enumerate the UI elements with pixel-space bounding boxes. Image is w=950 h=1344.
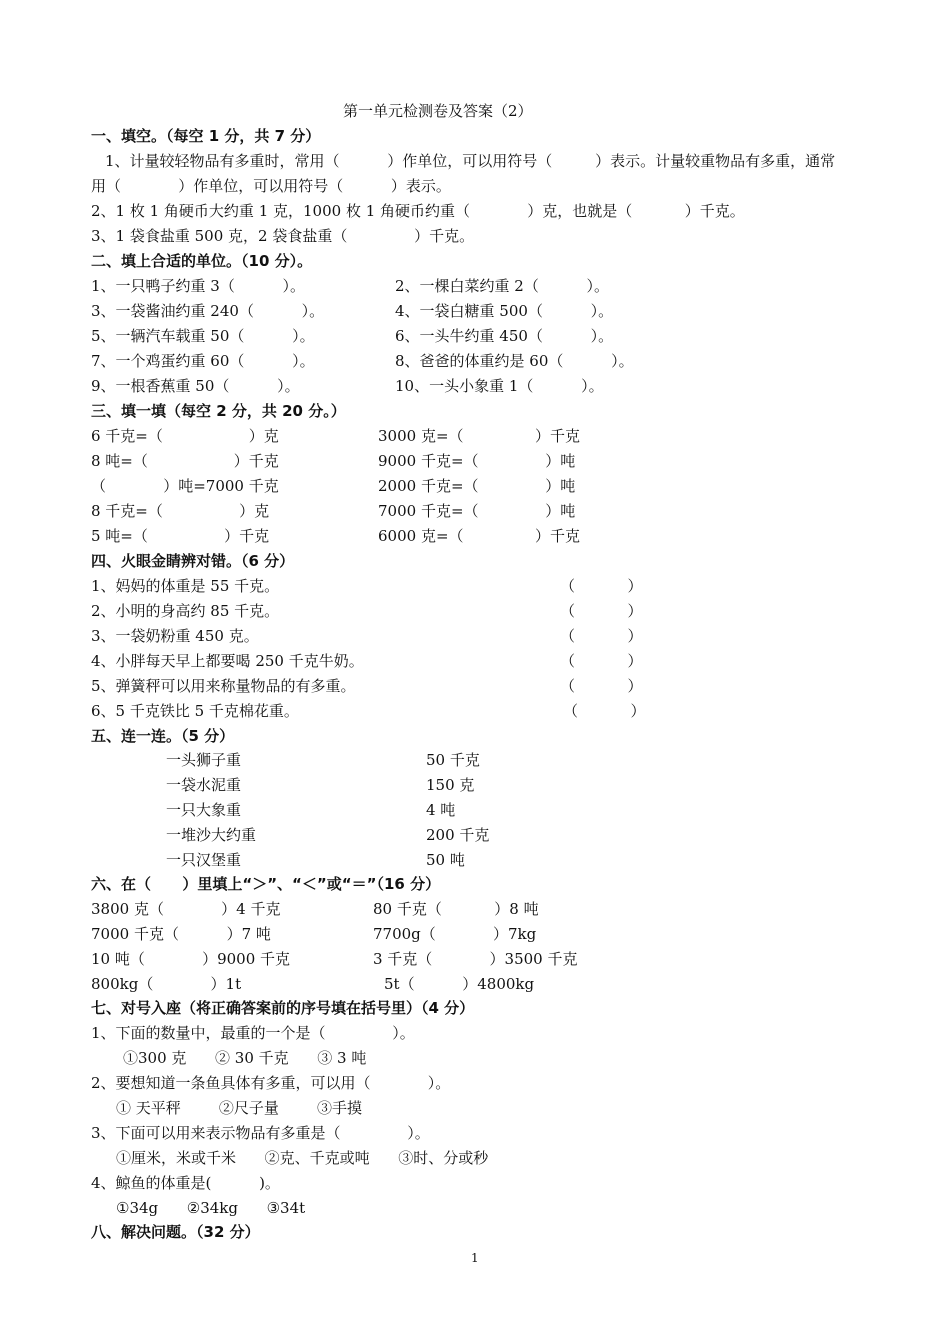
- s4-item: 6、5 千克铁比 5 千克棉花重。: [91, 702, 299, 720]
- s4-item: 3、一袋奶粉重 450 克。: [91, 627, 259, 645]
- section-4-heading: 四、火眼金睛辨对错。（6 分）: [91, 552, 295, 570]
- s2-item: 1、一只鸭子约重 3（ ）。: [91, 277, 306, 295]
- s3-item: 6 千克=（ ）克: [91, 427, 279, 445]
- s5-right-item: 50 千克: [426, 751, 480, 769]
- page-number: 1: [471, 1251, 479, 1265]
- s2-item: 8、爸爸的体重约是 60（ ）。: [395, 352, 634, 370]
- s3-item: 9000 千克=（ ）吨: [378, 452, 576, 470]
- s6-item: 5t（ ）4800kg: [384, 975, 535, 993]
- section-7-heading: 七、对号入座（将正确答案前的序号填在括号里）（4 分）: [91, 999, 475, 1017]
- s3-item: （ ）吨=7000 千克: [91, 477, 279, 495]
- s5-left-item: 一只大象重: [166, 801, 242, 819]
- s7-question-2: 2、要想知道一条鱼具体有多重，可以用（ ）。: [91, 1074, 451, 1092]
- section-1-heading: 一、填空。（每空 1 分，共 7 分）: [91, 127, 321, 145]
- s2-item: 5、一辆汽车载重 50（ ）。: [91, 327, 315, 345]
- s4-answer-paren: （ ）: [563, 702, 646, 720]
- s7-question-4: 4、鲸鱼的体重是( )。: [91, 1174, 280, 1192]
- s3-item: 6000 克=（ ）千克: [378, 527, 581, 545]
- s2-item: 10、一头小象重 1（ ）。: [395, 377, 604, 395]
- s7-options-2: ① 天平秤 ②尺子量 ③手摸: [116, 1099, 363, 1117]
- section-3-heading: 三、填一填（每空 2 分，共 20 分。）: [91, 402, 346, 420]
- section-2-heading: 二、填上合适的单位。（10 分）。: [91, 252, 313, 270]
- s4-answer-paren: （ ）: [560, 652, 643, 670]
- s5-right-item: 150 克: [426, 776, 475, 794]
- s3-item: 7000 千克=（ ）吨: [378, 502, 576, 520]
- s3-item: 2000 千克=（ ）吨: [378, 477, 576, 495]
- s2-item: 2、一棵白菜约重 2（ ）。: [395, 277, 610, 295]
- section-5-heading: 五、连一连。（5 分）: [91, 727, 235, 745]
- s1-line-3: 2、1 枚 1 角硬币大约重 1 克，1000 枚 1 角硬币约重（ ）克，也就是（ ）千克。: [91, 202, 745, 220]
- s2-item: 9、一根香蕉重 50（ ）。: [91, 377, 300, 395]
- section-8-heading: 八、解决问题。（32 分）: [91, 1223, 260, 1241]
- page-title: 第一单元检测卷及答案（2）: [343, 102, 533, 120]
- s5-right-item: 50 吨: [426, 851, 465, 869]
- s7-options-3: ①厘米，米或千米 ②克、千克或吨 ③时、分或秒: [116, 1149, 489, 1167]
- s3-item: 8 吨=（ ）千克: [91, 452, 279, 470]
- s6-item: 3800 克（ ）4 千克: [91, 900, 281, 918]
- s5-left-item: 一只汉堡重: [166, 851, 242, 869]
- s3-item: 3000 克=（ ）千克: [378, 427, 581, 445]
- s4-item: 1、妈妈的体重是 55 千克。: [91, 577, 280, 595]
- s1-line-1: 1、计量较轻物品有多重时，常用（ ）作单位，可以用符号（ ）表示。计量较重物品有多重，通常: [105, 152, 836, 170]
- s5-left-item: 一头狮子重: [166, 751, 242, 769]
- s6-item: 80 千克（ ）8 吨: [373, 900, 539, 918]
- s7-options-4: ①34g ②34kg ③34t: [116, 1199, 306, 1217]
- s4-answer-paren: （ ）: [560, 677, 643, 695]
- s5-left-item: 一袋水泥重: [166, 776, 242, 794]
- s5-right-item: 4 吨: [426, 801, 456, 819]
- s2-item: 6、一头牛约重 450（ ）。: [395, 327, 614, 345]
- s4-answer-paren: （ ）: [560, 627, 643, 645]
- s2-item: 4、一袋白糖重 500（ ）。: [395, 302, 614, 320]
- s2-item: 3、一袋酱油约重 240（ ）。: [91, 302, 325, 320]
- s6-item: 10 吨（ ）9000 千克: [91, 950, 291, 968]
- s6-item: 800kg（ ）1t: [91, 975, 242, 993]
- s6-item: 3 千克（ ）3500 千克: [373, 950, 578, 968]
- s1-line-4: 3、1 袋食盐重 500 克，2 袋食盐重（ ）千克。: [91, 227, 475, 245]
- s6-item: 7000 千克（ ）7 吨: [91, 925, 271, 943]
- s4-answer-paren: （ ）: [560, 602, 643, 620]
- s3-item: 5 吨=（ ）千克: [91, 527, 270, 545]
- s4-answer-paren: （ ）: [560, 577, 643, 595]
- s2-item: 7、一个鸡蛋约重 60（ ）。: [91, 352, 315, 370]
- s4-item: 4、小胖每天早上都要喝 250 千克牛奶。: [91, 652, 364, 670]
- s4-item: 5、弹簧秤可以用来称量物品的有多重。: [91, 677, 356, 695]
- s3-item: 8 千克=（ ）克: [91, 502, 270, 520]
- s5-right-item: 200 千克: [426, 826, 490, 844]
- s1-line-2: 用（ ）作单位，可以用符号（ ）表示。: [91, 177, 451, 195]
- s4-item: 2、小明的身高约 85 千克。: [91, 602, 280, 620]
- s5-left-item: 一堆沙大约重: [166, 826, 257, 844]
- s6-item: 7700g（ ）7kg: [373, 925, 537, 943]
- s7-options-1: ①300 克 ② 30 千克 ③ 3 吨: [123, 1049, 367, 1067]
- s7-question-1: 1、下面的数量中，最重的一个是（ ）。: [91, 1024, 415, 1042]
- section-6-heading: 六、在（ ）里填上“＞”、“＜”或“＝”（16 分）: [91, 875, 441, 893]
- s7-question-3: 3、下面可以用来表示物品有多重是（ ）。: [91, 1124, 430, 1142]
